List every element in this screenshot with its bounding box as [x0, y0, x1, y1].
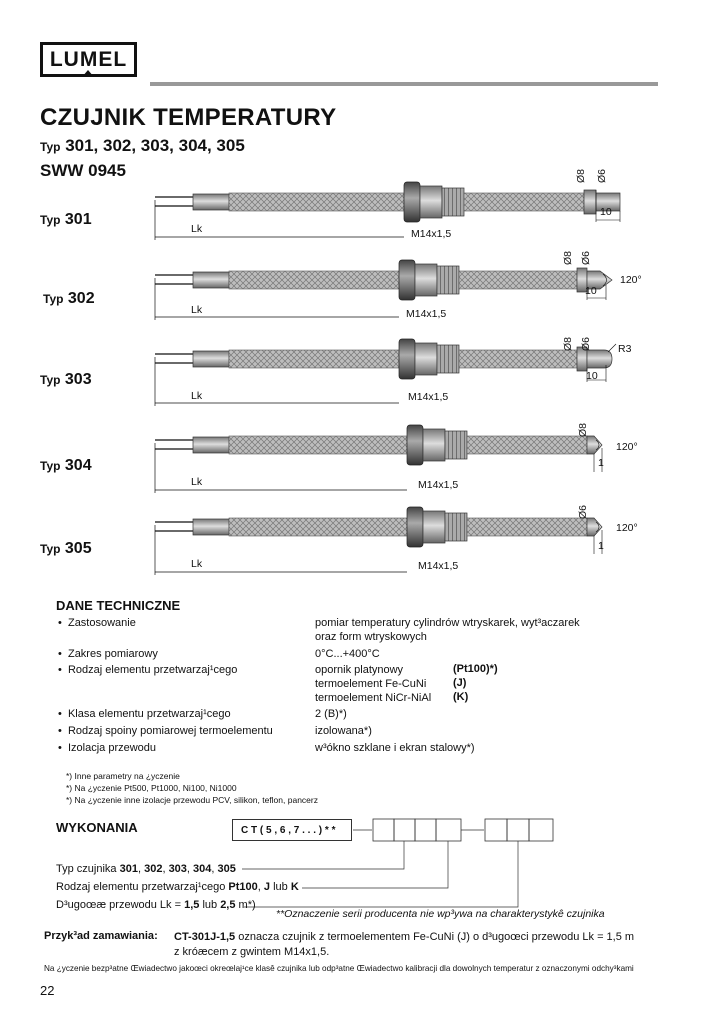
- tech-row-value: pomiar temperatury cylindrów wtryskarek, wyt³aczarek: [315, 617, 580, 629]
- page-number: 22: [40, 983, 55, 998]
- text: lub: [270, 881, 291, 893]
- dim-label: Ø6: [577, 504, 590, 520]
- label-text: Rodzaj elementu przetwarzaj¹cego: [67, 664, 238, 676]
- typ-prefix: Typ: [40, 373, 61, 387]
- dim-label: 10: [585, 285, 597, 297]
- subtitle-types: [40, 136, 245, 156]
- order-heading: WYKONANIA: [56, 820, 138, 835]
- page-title: CZUJNIK TEMPERATURY: [40, 104, 337, 131]
- typ-number: 303: [64, 371, 92, 388]
- dim-label: Ø6: [596, 168, 609, 184]
- tech-row-label: • Klasa elementu przetwarzaj¹cego: [58, 708, 231, 720]
- tech-row-value: termoelement NiCr-NiAl: [315, 692, 432, 704]
- angle-label: 120°: [620, 274, 642, 286]
- label-text: Klasa elementu przetwarzaj¹cego: [67, 708, 231, 720]
- order-line-type: [56, 862, 236, 876]
- footnote: Na ¿yczenie bezp³atne Œwiadectwo jakoœci okreœlaj¹ce klasê czujnika lub odp³atne Œwiadectwo kalibracji dla dowolnych temperatur z oznaczonymi odchy³kami: [44, 964, 634, 973]
- tech-row-value: opornik platynowy: [315, 664, 404, 676]
- typ-number: 305: [64, 540, 92, 557]
- label-text: Zastosowanie: [67, 617, 136, 629]
- tech-row-code: (Pt100)*): [453, 663, 498, 675]
- thread-label: M14x1,5: [408, 391, 449, 403]
- tech-row-label: • Rodzaj elementu przetwarzaj¹cego: [58, 664, 238, 676]
- sensor-304-drawing: [155, 422, 602, 493]
- text: 1,5: [184, 899, 200, 911]
- text: K: [290, 881, 299, 893]
- dim-label: 1: [598, 540, 604, 552]
- text: ,: [137, 863, 145, 875]
- order-code-box: C T ( 5 , 6 , 7 . . . ) * *: [232, 819, 352, 841]
- tech-row-value: 0°C...+400°C: [315, 648, 380, 660]
- order-line-element: [56, 880, 299, 894]
- series-note: **Oznaczenie serii producenta nie wp³ywa na charakterystykê czujnika: [276, 908, 605, 920]
- example-code: CT-301J-1,5: [174, 931, 236, 943]
- dim-label: Ø8: [562, 250, 575, 266]
- text: ,: [257, 881, 264, 893]
- angle-label: 120°: [616, 441, 638, 453]
- label-text: Rodzaj spoiny pomiarowej termoelementu: [67, 725, 273, 737]
- dim-label: Ø8: [577, 422, 590, 438]
- text: lub: [199, 899, 221, 911]
- tech-row-code: (K): [453, 691, 469, 703]
- tech-row-value: izolowana*): [315, 725, 372, 737]
- dim-label: 1: [598, 457, 604, 469]
- text: 302: [144, 863, 163, 875]
- typ-prefix: Typ: [40, 542, 61, 556]
- lk-label: Lk: [191, 476, 203, 488]
- thread-label: M14x1,5: [418, 560, 459, 572]
- typ-number: 302: [67, 290, 95, 307]
- lk-label: Lk: [191, 304, 203, 316]
- tech-row-label: • Izolacja przewodu: [58, 742, 157, 754]
- typ-number: 301: [64, 211, 92, 228]
- dim-label: 10: [600, 206, 612, 218]
- typ-prefix: Typ: [40, 140, 61, 154]
- dim-label: Ø8: [575, 168, 588, 184]
- dim-label: Ø6: [580, 250, 593, 266]
- tech-row-label: • Zastosowanie: [58, 617, 136, 629]
- dim-label: 10: [586, 370, 598, 382]
- tech-note: *) Na ¿yczenie inne izolacje przewodu PCV, silikon, teflon, pancerz: [66, 795, 318, 805]
- text: D³ugoœæ przewodu Lk =: [56, 899, 185, 911]
- label-text: Zakres pomiarowy: [67, 648, 158, 660]
- sensor-302-drawing: [155, 260, 612, 320]
- text: 303: [168, 863, 187, 875]
- thread-label: M14x1,5: [411, 228, 452, 240]
- text: Rodzaj elementu przetwarzaj¹cego: [56, 881, 229, 893]
- text: Typ czujnika: [56, 863, 120, 875]
- text: Przyk³ad zamawiania: [44, 930, 155, 942]
- radius-label: R3: [618, 343, 632, 355]
- sensor-drawings: [0, 160, 725, 580]
- text: ,: [162, 863, 169, 875]
- tech-row-code: (J): [453, 677, 467, 689]
- typ-prefix: Typ: [40, 459, 61, 473]
- typ-prefix: Typ: [43, 292, 64, 306]
- dim-label: Ø8: [562, 336, 575, 352]
- tech-row-value: 2 (B)*): [315, 708, 347, 720]
- text: J: [263, 881, 271, 893]
- typ-number: 304: [64, 457, 92, 474]
- text: 2,5: [220, 899, 236, 911]
- types-list: 301, 302, 303, 304, 305: [65, 136, 245, 155]
- text: 305: [217, 863, 236, 875]
- sensor-305-drawing: [155, 504, 602, 575]
- lk-label: Lk: [191, 558, 203, 570]
- label-text: Izolacja przewodu: [67, 742, 157, 754]
- tech-row-value: termoelement Fe-CuNi: [315, 678, 427, 690]
- tech-row-value: w³ókno szklane i ekran stalowy*): [315, 742, 475, 754]
- example-label: Przyk³ad zamawiania:: [44, 930, 158, 942]
- text: oznacza czujnik z termoelementem Fe-CuNi (J) o d³ugoœci przewodu Lk = 1,5 m: [235, 931, 635, 943]
- text: m*): [235, 899, 256, 911]
- example-text-line2: z króæcem z gwintem M14x1,5.: [174, 946, 330, 958]
- text: ,: [211, 863, 218, 875]
- tech-row-label: • Rodzaj spoiny pomiarowej termoelementu: [58, 725, 273, 737]
- tech-heading: DANE TECHNICZNE: [56, 598, 181, 613]
- lk-label: Lk: [191, 390, 203, 402]
- dim-label: Ø6: [580, 336, 593, 352]
- tech-row-value: oraz form wtryskowych: [315, 631, 427, 643]
- sensor-303-drawing: [155, 336, 616, 406]
- tech-note: *) Na ¿yczenie Pt500, Pt1000, Ni100, Ni1000: [66, 783, 237, 793]
- angle-label: 120°: [616, 522, 638, 534]
- logo-triangle-icon: [82, 70, 94, 77]
- subtitle-code: SWW 0945: [40, 161, 126, 180]
- order-line-length: [56, 898, 256, 912]
- lk-label: Lk: [191, 223, 203, 235]
- tech-row-label: • Zakres pomiarowy: [58, 648, 158, 660]
- typ-prefix: Typ: [40, 213, 61, 227]
- logo-text: LUMEL: [49, 47, 128, 71]
- text: 301: [119, 863, 138, 875]
- text: ,: [186, 863, 194, 875]
- thread-label: M14x1,5: [418, 479, 459, 491]
- example-text: [174, 930, 664, 944]
- tech-note: *) Inne parametry na ¿yczenie: [66, 771, 180, 781]
- thread-label: M14x1,5: [406, 308, 447, 320]
- sensor-301-drawing: [155, 182, 620, 240]
- text: 304: [193, 863, 212, 875]
- header-rule: [150, 82, 658, 86]
- text: Pt100: [228, 881, 258, 893]
